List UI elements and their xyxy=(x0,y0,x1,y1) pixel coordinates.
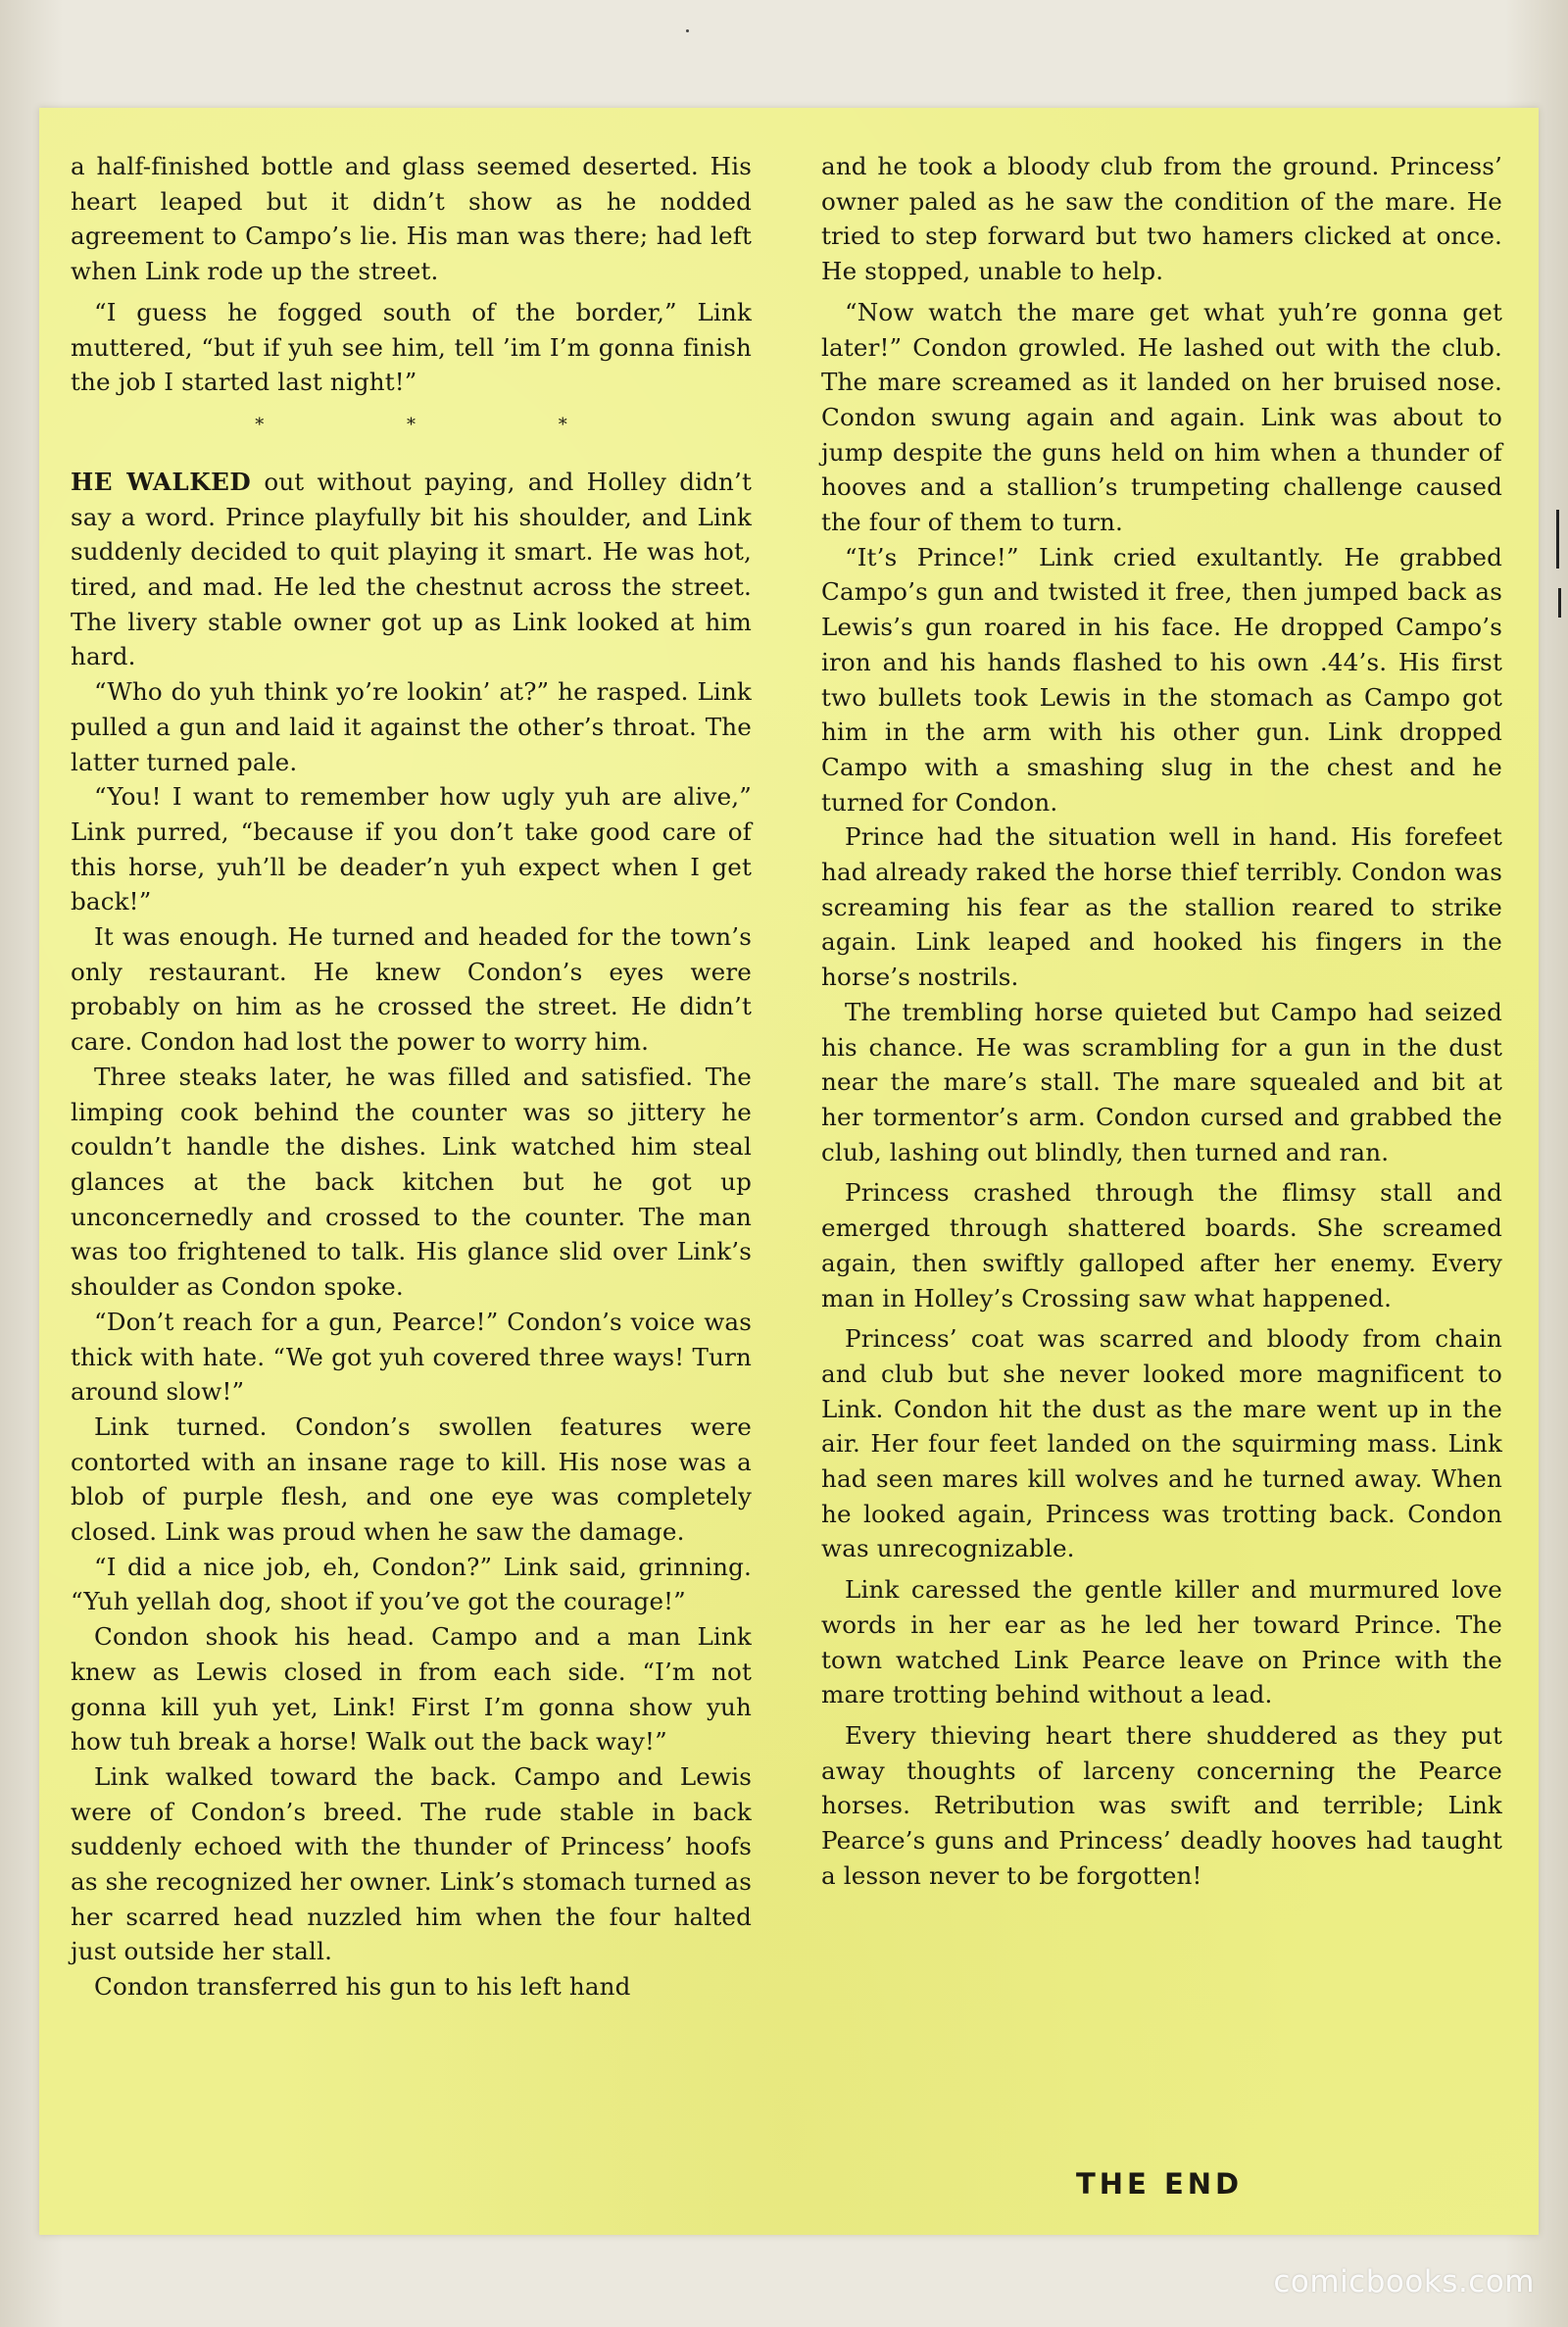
paragraph: “I guess he fogged south of the border,” Link muttered, “but if yuh see him, tell ’im I’m gonna finish the job I started last night!” xyxy=(71,297,752,397)
paragraph: Princess crashed through the flimsy stall and emerged through shattered boards. She screamed again, then swiftly galloped after her enemy. Every man in Holley’s Crossing saw what happened. xyxy=(821,1178,1502,1312)
paragraph: The trembling horse quieted but Campo had seized his chance. He was scrambling for a gun in the dust near the mare’s stall. The mare squealed and bit at her tormentor’s arm. Condon cursed and grabbed the club, lashing out blindly, then turned and ran. xyxy=(821,997,1502,1166)
the-end-label: THE END xyxy=(1076,2167,1244,2201)
paragraph: and he took a bloody club from the ground. Princess’ owner paled as he saw the condition of the mare. He tried to step forward but two hamers clicked at once. He stopped, unable to help. xyxy=(821,152,1502,286)
paragraph xyxy=(71,465,752,674)
paragraph: “Don’t reach for a gun, Pearce!” Condon’s voice was thick with hate. “We got yuh covered three ways! Turn around slow!” xyxy=(71,1307,752,1407)
watermark: comicbooks.com xyxy=(1273,2264,1535,2300)
paragraph: Prince had the situation well in hand. His forefeet had already raked the horse thief terribly. Condon was screaming his fear as the stallion reared to strike again. Link leaped and hooked his fingers in the horse’s nostrils. xyxy=(821,822,1502,992)
paragraph: Every thieving heart there shuddered as they put away thoughts of larceny concerning the Pearce horses. Retribution was swift and terrible; Link Pearce’s guns and Princess’ deadly hooves had taught a lesson never to be forgotten! xyxy=(821,1720,1502,1890)
lead-words: HE WALKED xyxy=(71,467,252,496)
paragraph: “Now watch the mare get what yuh’re gonna get later!” Condon growled. He lashed out with the club. The mare screamed as it landed on her bruised nose. Condon swung again and again. Link was about to jump despite the guns held on him when a thunder of hooves and a stallion’s trumpeting challenge caused the four of them to turn. xyxy=(821,297,1502,537)
paragraph: Link walked toward the back. Campo and Lewis were of Condon’s breed. The rude stable in back suddenly echoed with the thunder of Princess’ hoofs as she recognized her owner. Link’s stomach turned as her scarred head nuzzled him when the four halted just outside her stall. xyxy=(71,1761,752,1966)
margin-mark xyxy=(1556,510,1559,569)
paragraph: Three steaks later, he was filled and satisfied. The limping cook behind the counter was so jittery he couldn’t handle the dishes. Link watched him steal glances at the back kitchen but he got up unconcernedly and crossed to the counter. The man was too frightened to talk. His glance slid over Link’s shoulder as Condon spoke. xyxy=(71,1062,752,1302)
margin-mark xyxy=(1558,588,1561,618)
paragraph: “You! I want to remember how ugly yuh are alive,” Link purred, “because if you don’t take good care of this horse, yuh’ll be deader’n yuh expect when I get back!” xyxy=(71,782,752,916)
paragraph: It was enough. He turned and headed for the town’s only restaurant. He knew Condon’s eyes were probably on him as he crossed the street. He didn’t care. Condon had lost the power to worry him. xyxy=(71,922,752,1057)
left-column xyxy=(71,149,752,2005)
paragraph: Condon shook his head. Campo and a man Link knew as Lewis closed in from each side. “I’m not gonna kill yuh yet, Link! First I’m gonna show yuh how tuh break a horse! Walk out the back way!” xyxy=(71,1622,752,1757)
paragraph: Link caressed the gentle killer and murmured love words in her ear as he led her toward Prince. The town watched Link Pearce leave on Prince with the mare trotting behind without a lead. xyxy=(821,1575,1502,1709)
right-column xyxy=(821,149,1502,1893)
section-separator: * * * xyxy=(255,414,636,435)
paragraph: Condon transferred his gun to his left hand xyxy=(94,1972,631,2002)
paragraph: “It’s Prince!” Link cried exultantly. He grabbed Campo’s gun and twisted it free, then jumped back as Lewis’s gun roared in his face. He dropped Campo’s iron and his hands flashed to his own .44’s. His first two bullets took Lewis in the stomach as Campo got him in the arm with his other gun. Link dropped Campo with a smashing slug in the chest and he turned for Condon. xyxy=(821,542,1502,817)
ink-speck xyxy=(686,29,689,32)
paragraph: Link turned. Condon’s swollen features were contorted with an insane rage to kill. His nose was a blob of purple flesh, and one eye was completely closed. Link was proud when he saw the damage. xyxy=(71,1411,752,1547)
lead-rest: out without paying, and Holley didn’t say a word. Prince playfully bit his shoulder, and Link suddenly decided to quit playing it smart. He was hot, tired, and mad. He led the chestnut across the street. The livery stable owner got up as Link looked at him hard. xyxy=(71,467,752,671)
paragraph: Princess’ coat was scarred and bloody from chain and club but she never looked more magnificent to Link. Condon hit the dust as the mare went up in the air. Her four feet landed on the squirming mass. Link had seen mares kill wolves and he turned away. When he looked again, Princess was trotting back. Condon was unrecognizable. xyxy=(821,1324,1502,1563)
paragraph: “I did a nice job, eh, Condon?” Link said, grinning. “Yuh yellah dog, shoot if you’ve got the courage!” xyxy=(71,1552,752,1616)
paragraph: a half-finished bottle and glass seemed deserted. His heart leaped but it didn’t show as he nodded agreement to Campo’s lie. His man was there; had left when Link rode up the street. xyxy=(71,152,752,286)
paragraph: “Who do yuh think yo’re lookin’ at?” he rasped. Link pulled a gun and laid it against the other’s throat. The latter turned pale. xyxy=(71,677,752,776)
